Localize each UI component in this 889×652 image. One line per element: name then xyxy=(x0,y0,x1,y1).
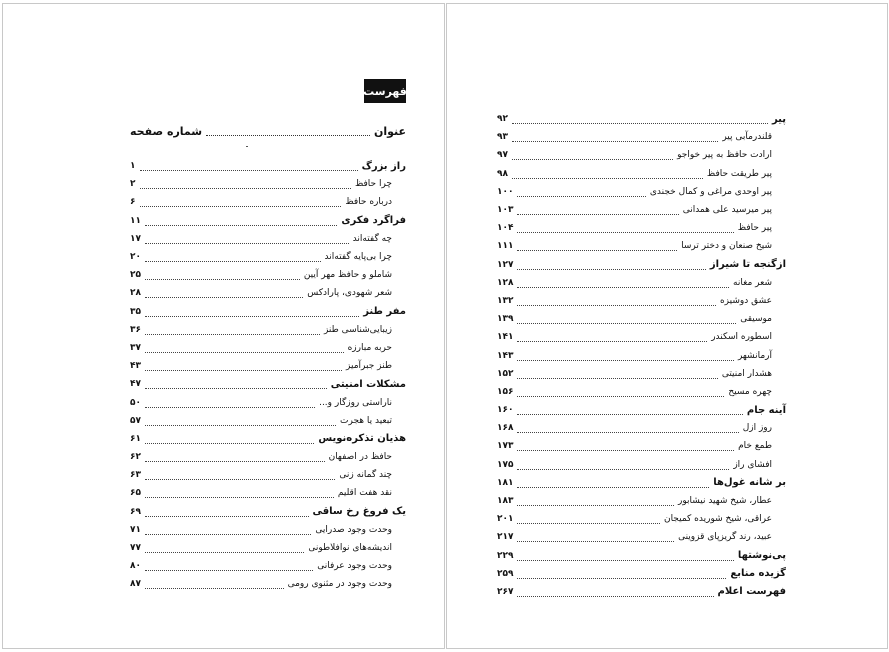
entry-page-number: ۲۰۱ xyxy=(497,514,514,525)
toc-entry xyxy=(497,383,786,401)
entry-title: پیر حافظ xyxy=(737,223,772,234)
entry-page-number: ۴۳ xyxy=(130,361,141,372)
leader-dots xyxy=(517,351,733,361)
entry-page-number: ۹۸ xyxy=(497,168,508,179)
leader-dots xyxy=(517,314,736,324)
leader-dots xyxy=(517,551,733,561)
leader-dots xyxy=(145,561,313,571)
leader-dots xyxy=(145,307,359,317)
entry-page-number: ۱۰۳ xyxy=(497,205,514,216)
toc-section-entry xyxy=(130,375,406,393)
toc-entry xyxy=(497,165,786,183)
leader-dots xyxy=(145,525,311,535)
entry-title: موسیقی xyxy=(740,314,772,325)
leader-dots xyxy=(517,241,677,251)
entry-page-number: ۱۱۱ xyxy=(497,241,514,252)
toc-entry xyxy=(497,310,786,328)
toc-entry xyxy=(497,456,786,474)
leader-dots xyxy=(517,278,729,288)
toc-entry xyxy=(130,339,406,357)
toc-entry xyxy=(497,292,786,310)
entry-title: بر شانه غول‌ها xyxy=(713,477,786,489)
toc-entry xyxy=(497,274,786,292)
toc-entry xyxy=(497,419,786,437)
leader-dots xyxy=(517,587,713,597)
toc-entry xyxy=(497,183,786,201)
entry-page-number: ۱۷ xyxy=(130,233,141,244)
entry-page-number: ۹۲ xyxy=(497,114,508,125)
toc-entry xyxy=(497,346,786,364)
entry-title: طمع خام xyxy=(738,441,772,452)
entry-title: چرا بی‌پایه گفته‌اند xyxy=(324,252,392,263)
entry-page-number: ۱۷۳ xyxy=(497,441,514,452)
toc-section-entry xyxy=(497,401,786,419)
toc-entry xyxy=(130,575,406,593)
leader-dots xyxy=(145,216,337,226)
toc-section-entry xyxy=(497,256,786,274)
entry-title: طنز جبرآمیز xyxy=(346,361,392,372)
entry-title: مشکلات امنیتی xyxy=(330,378,406,390)
entry-title: قلندرمآبی پیر xyxy=(722,132,772,143)
entry-page-number: ۲۶۷ xyxy=(497,586,514,597)
toc-list-left xyxy=(130,157,406,594)
entry-title: چند گمانه زنی xyxy=(339,470,392,481)
leader-dots xyxy=(517,514,659,524)
leader-dots xyxy=(145,325,320,335)
entry-page-number: ۱۵۲ xyxy=(497,368,514,379)
entry-title: فهرست اعلام xyxy=(717,586,786,598)
leader-dots xyxy=(517,460,729,470)
entry-title: شعر مغانه xyxy=(733,277,772,288)
entry-page-number: ۱۱ xyxy=(130,215,141,226)
leader-dots xyxy=(512,114,768,124)
entry-title: فراگرد فکری xyxy=(341,215,406,227)
entry-page-number: ۵۰ xyxy=(130,397,141,408)
entry-page-number: ۴۷ xyxy=(130,379,141,390)
entry-page-number: ۱۰۰ xyxy=(497,186,514,197)
leader-dots xyxy=(145,379,327,389)
leader-dots xyxy=(512,150,673,160)
leader-dots xyxy=(517,205,678,215)
toc-entry xyxy=(497,365,786,383)
entry-page-number: ۶۱ xyxy=(130,433,141,444)
entry-page-number: ۹۷ xyxy=(497,150,508,161)
entry-page-number: ۱۴۱ xyxy=(497,332,514,343)
entry-title: آرمانشهر xyxy=(737,350,772,361)
entry-title: ارادت حافظ به پیر خواجو xyxy=(677,150,772,161)
entry-title: پیر طریقت حافظ xyxy=(706,168,772,179)
toc-entry xyxy=(130,357,406,375)
toc-section-entry xyxy=(497,110,786,128)
entry-page-number: ۱۳۲ xyxy=(497,295,514,306)
entry-page-number: ۱۰۴ xyxy=(497,223,514,234)
toc-column-header xyxy=(130,124,406,138)
entry-page-number: ۶۲ xyxy=(130,452,141,463)
leader-dots xyxy=(517,478,709,488)
entry-title: روز ازل xyxy=(742,423,772,434)
toc-entry xyxy=(130,412,406,430)
toc-entry xyxy=(130,393,406,411)
entry-page-number: ۲ xyxy=(130,179,136,190)
entry-title: وحدت وجود صدرایی xyxy=(315,524,392,535)
leader-dots xyxy=(512,132,718,142)
entry-page-number: ۱۶۰ xyxy=(497,405,514,416)
leader-dots xyxy=(145,434,314,444)
entry-title: راز بزرگ xyxy=(361,160,406,172)
leader-dots xyxy=(517,496,673,506)
entry-title: وحدت وجود در مثنوی رومی xyxy=(287,579,392,590)
toc-entry xyxy=(130,521,406,539)
entry-page-number: ۱۷۵ xyxy=(497,459,514,470)
entry-title: حربه مبارزه xyxy=(347,342,392,353)
toc-entry xyxy=(130,230,406,248)
leader-dots xyxy=(145,452,325,462)
toc-section-entry xyxy=(497,474,786,492)
page-title: فهرست xyxy=(364,79,406,103)
leader-dots xyxy=(145,488,334,498)
entry-page-number: ۱۲۷ xyxy=(497,259,514,270)
entry-title: یک فروغ رخ ساقی xyxy=(312,506,406,518)
toc-entry xyxy=(497,437,786,455)
entry-title: شعر شهودی، پارادکس xyxy=(307,288,392,299)
leader-dots xyxy=(145,288,303,298)
leader-dots xyxy=(140,161,358,171)
entry-title: تبعید یا هجرت xyxy=(340,415,392,426)
entry-title: پیر میرسید علی همدانی xyxy=(682,205,772,216)
leader-dots xyxy=(517,223,733,233)
entry-title: عشق دوشیزه xyxy=(719,295,772,306)
entry-page-number: ۱۵۶ xyxy=(497,386,514,397)
entry-title: چه گفته‌اند xyxy=(352,233,392,244)
entry-title: افشای راز xyxy=(733,459,772,470)
entry-page-number: ۱۳۹ xyxy=(497,314,514,325)
entry-page-number: ۶۳ xyxy=(130,470,141,481)
entry-title: چرا حافظ xyxy=(354,179,392,190)
leader-dots xyxy=(140,197,342,207)
entry-title: پی‌نوشتها xyxy=(737,550,786,562)
leader-dots xyxy=(517,296,715,306)
entry-page-number: ۲۱۷ xyxy=(497,532,514,543)
entry-title: وحدت وجود عرفانی xyxy=(317,561,392,572)
entry-page-number: ۵۷ xyxy=(130,415,141,426)
entry-title: مفر طنز xyxy=(363,306,406,318)
entry-page-number: ۱۴۳ xyxy=(497,350,514,361)
entry-title: درباره حافظ xyxy=(345,197,392,208)
leader-dots xyxy=(517,532,674,542)
toc-entry xyxy=(497,510,786,528)
toc-entry xyxy=(130,248,406,266)
leader-dots xyxy=(512,169,703,179)
leader-dots xyxy=(517,260,705,270)
entry-title: چهره مسیح xyxy=(728,386,772,397)
entry-page-number: ۹۳ xyxy=(497,132,508,143)
entry-page-number: ۲۵ xyxy=(130,270,141,281)
toc-entry xyxy=(130,266,406,284)
toc-list-right xyxy=(497,110,786,601)
print-speck xyxy=(246,146,248,147)
leader-dots xyxy=(145,470,335,480)
entry-page-number: ۳۶ xyxy=(130,324,141,335)
entry-page-number: ۶ xyxy=(130,197,136,208)
entry-title: زیبایی‌شناسی طنز xyxy=(323,324,392,335)
entry-title: عراقی، شیخ شوریده کمیجان xyxy=(663,514,772,525)
toc-section-entry xyxy=(130,430,406,448)
leader-dots xyxy=(145,543,304,553)
entry-page-number: ۷۱ xyxy=(130,524,141,535)
entry-title: عبید، رند گریزپای قزوینی xyxy=(678,532,772,543)
leader-dots xyxy=(145,361,342,371)
toc-entry xyxy=(130,448,406,466)
toc-entry xyxy=(130,284,406,302)
toc-entry xyxy=(130,484,406,502)
toc-entry xyxy=(130,557,406,575)
entry-title: شیخ صنعان و دختر ترسا xyxy=(681,241,772,252)
entry-title: پیر xyxy=(771,113,786,125)
leader-dots xyxy=(145,234,349,244)
toc-section-entry xyxy=(130,303,406,321)
entry-page-number: ۲۸ xyxy=(130,288,141,299)
leader-dots xyxy=(145,343,344,353)
leader-dots xyxy=(145,270,300,280)
toc-section-entry xyxy=(497,583,786,601)
leader-dots xyxy=(517,405,742,415)
leader-dots xyxy=(145,579,284,589)
entry-title: نقد هفت اقلیم xyxy=(337,488,392,499)
entry-title: اندیشه‌های نوافلاطونی xyxy=(308,543,392,554)
leader-dots xyxy=(140,179,351,189)
toc-entry xyxy=(130,193,406,211)
leader-dots xyxy=(517,187,645,197)
entry-page-number: ۱۸۱ xyxy=(497,477,514,488)
entry-page-number: ۶۵ xyxy=(130,488,141,499)
leader-dots xyxy=(517,387,724,397)
entry-page-number: ۸۷ xyxy=(130,579,141,590)
entry-page-number: ۳۵ xyxy=(130,306,141,317)
toc-entry xyxy=(130,175,406,193)
leader-dots xyxy=(206,126,370,136)
toc-entry xyxy=(130,321,406,339)
entry-page-number: ۱۲۸ xyxy=(497,277,514,288)
entry-page-number: ۶۹ xyxy=(130,506,141,517)
header-page-label: شماره صفحه xyxy=(130,124,203,138)
entry-title: ازگنجه تا شیراز xyxy=(709,259,786,271)
toc-entry xyxy=(130,539,406,557)
entry-page-number: ۱ xyxy=(130,161,136,172)
entry-page-number: ۷۷ xyxy=(130,543,141,554)
toc-entry xyxy=(497,128,786,146)
entry-title: هذیان تذکره‌نویس xyxy=(318,433,406,445)
entry-title: اسطوره اسکندر xyxy=(711,332,772,343)
leader-dots xyxy=(517,441,734,451)
entry-title: عطار، شیخ شهید نیشابور xyxy=(677,496,772,507)
entry-title: شاملو و حافظ مهر آیین xyxy=(303,270,392,281)
entry-title: گزیده منابع xyxy=(730,568,786,580)
leader-dots xyxy=(517,569,726,579)
leader-dots xyxy=(517,369,717,379)
entry-title: ناراستی روزگار و... xyxy=(319,397,392,408)
toc-entry xyxy=(497,146,786,164)
leader-dots xyxy=(145,398,315,408)
leader-dots xyxy=(145,416,336,426)
toc-section-entry xyxy=(130,503,406,521)
entry-title: آینه جام xyxy=(746,404,786,416)
entry-page-number: ۳۷ xyxy=(130,342,141,353)
toc-section-entry xyxy=(497,547,786,565)
entry-page-number: ۲۵۹ xyxy=(497,568,514,579)
toc-entry xyxy=(497,201,786,219)
entry-page-number: ۲۰ xyxy=(130,252,141,263)
entry-page-number: ۱۶۸ xyxy=(497,423,514,434)
entry-title: هشدار امنیتی xyxy=(721,368,772,379)
toc-entry xyxy=(497,528,786,546)
toc-entry xyxy=(497,328,786,346)
entry-title: حافظ در اصفهان xyxy=(328,452,392,463)
entry-page-number: ۸۰ xyxy=(130,561,141,572)
toc-entry xyxy=(130,466,406,484)
leader-dots xyxy=(145,252,321,262)
entry-page-number: ۱۸۳ xyxy=(497,496,514,507)
toc-section-entry xyxy=(497,565,786,583)
leader-dots xyxy=(517,332,707,342)
toc-section-entry xyxy=(130,212,406,230)
toc-entry xyxy=(497,492,786,510)
toc-entry xyxy=(497,219,786,237)
entry-title: پیر اوحدی مراغی و کمال خجندی xyxy=(649,186,772,197)
toc-section-entry xyxy=(130,157,406,175)
leader-dots xyxy=(145,507,309,517)
entry-page-number: ۲۲۹ xyxy=(497,550,514,561)
leader-dots xyxy=(517,423,738,433)
toc-entry xyxy=(497,237,786,255)
header-title-label: عنوان xyxy=(373,124,406,138)
